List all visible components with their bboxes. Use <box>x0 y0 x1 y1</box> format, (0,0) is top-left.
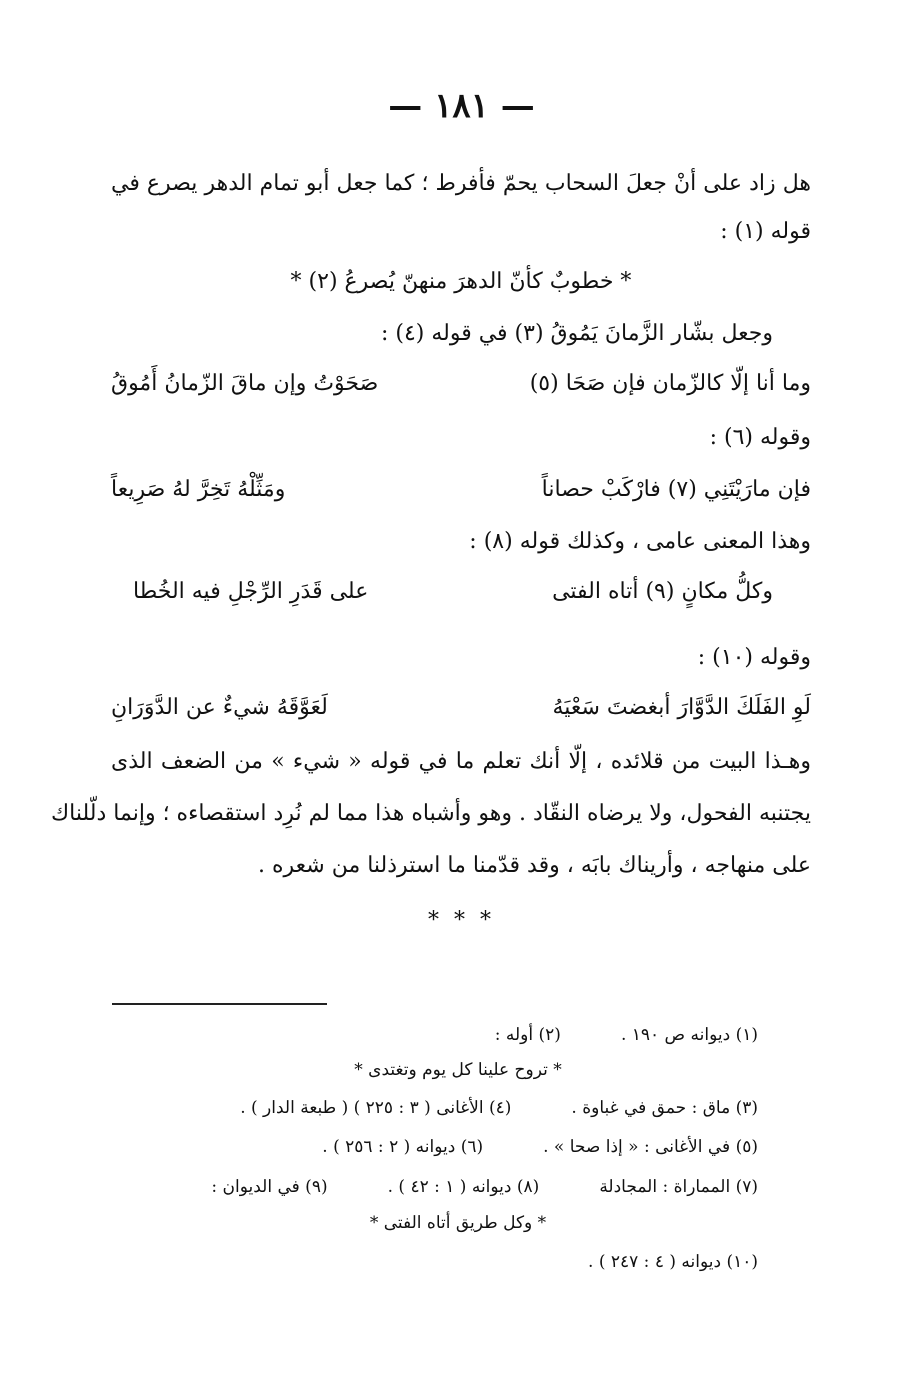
footnote-2: (٢) أوله : <box>494 1025 561 1045</box>
footnote-6: (٦) ديوانه ( ٢ : ٢٥٦ ) . <box>322 1137 484 1157</box>
verse-3 <box>111 470 811 510</box>
footnote-row-10 <box>158 1247 758 1277</box>
verse-4 <box>133 572 773 612</box>
footnote-2-verse: * تروح علينا كل يوم وتغتدى * <box>354 1060 562 1080</box>
verse-5-first-hemistich: لَوِ الفَلَكَ الدَّوَّارَ أبغضتَ سَعْيَهُ <box>552 695 811 720</box>
body-line-1: هل زاد على أنْ جعلَ السحاب يحمّ فأفرط ؛ كما جعل أبو تمام الدهر يصرع في <box>111 171 811 196</box>
verse-5 <box>111 688 811 728</box>
verse-2-first-hemistich: وما أنا إلّا كالزّمان فإن صَحَا (٥) <box>529 371 811 396</box>
footnote-9-verse: * وكل طريق أتاه الفتى * <box>369 1213 547 1233</box>
footnote-4: (٤) الأغانى ( ٣ : ٢٢٥ ) ( طبعة الدار ) . <box>240 1098 512 1118</box>
footnote-separator <box>112 1003 327 1005</box>
footnote-8: (٨) ديوانه ( ١ : ٤٢ ) . <box>387 1177 540 1197</box>
verse-3-first-hemistich: فإن مارَيْتَنِي (٧) فارْكَبْ حصاناً <box>541 477 811 502</box>
footnote-5: (٥) في الأغانى : « إذا صحا » . <box>543 1137 758 1157</box>
footnote-row-7 <box>158 1172 758 1202</box>
footnote-row-1 <box>158 1020 758 1050</box>
verse-4-first-hemistich: وكلُّ مكانٍ (٩) أتاه الفتى <box>552 579 773 604</box>
body-line-5: وهذا المعنى عامى ، وكذلك قوله (٨) : <box>469 529 811 554</box>
verse-3-second-hemistich: ومَثِّلْهُ تَخِرَّ لهُ صَرِيعاً <box>111 477 286 502</box>
verse-4-second-hemistich: على قَدَرِ الرِّجْلِ فيه الخُطا <box>133 579 369 604</box>
body-line-9: على منهاجه ، وأريناك بابَه ، وقد قدّمنا ما استرذلنا من شعره . <box>258 853 811 878</box>
footnote-7: (٧) المماراة : المجادلة <box>599 1177 758 1197</box>
footnote-9: (٩) في الديوان : <box>211 1177 328 1197</box>
footnote-10: (١٠) ديوانه ( ٤ : ٢٤٧ ) . <box>588 1252 758 1272</box>
footnote-1: (١) ديوانه ص ١٩٠ . <box>620 1025 758 1045</box>
page-number: — ١٨١ — <box>388 86 535 126</box>
verse-2 <box>111 364 811 404</box>
body-line-6: وقوله (١٠) : <box>697 645 811 670</box>
verse-1: * خطوبٌ كأنّ الدهرَ منهنّ يُصرعُ (٢) * <box>290 269 632 294</box>
body-line-4: وقوله (٦) : <box>709 425 811 450</box>
footnote-row-3 <box>158 1093 758 1123</box>
section-divider-stars: * * * <box>428 908 495 933</box>
footnote-row-5 <box>158 1132 758 1162</box>
body-line-2: قوله (١) : <box>720 219 811 244</box>
footnote-3: (٣) ماق : حمق في غباوة . <box>571 1098 758 1118</box>
verse-5-second-hemistich: لَعَوَّقَهُ شيءٌ عن الدَّوَرَانِ <box>111 695 328 720</box>
body-line-3: وجعل بشّار الزَّمانَ يَمُوقُ (٣) في قوله (٤) : <box>380 321 773 346</box>
body-line-7: وهـذا البيت من قلائده ، إلّا أنك تعلم ما في قوله « شيء » من الضعف الذى <box>111 749 811 774</box>
body-line-8: يجتنبه الفحول، ولا يرضاه النقّاد . وهو وأشباه هذا مما لم نُرِد استقصاءه ؛ وإنما دلّلناك <box>51 801 811 826</box>
verse-2-second-hemistich: صَحَوْتُ وإن ماقَ الزّمانُ أَمُوقُ <box>111 371 379 396</box>
